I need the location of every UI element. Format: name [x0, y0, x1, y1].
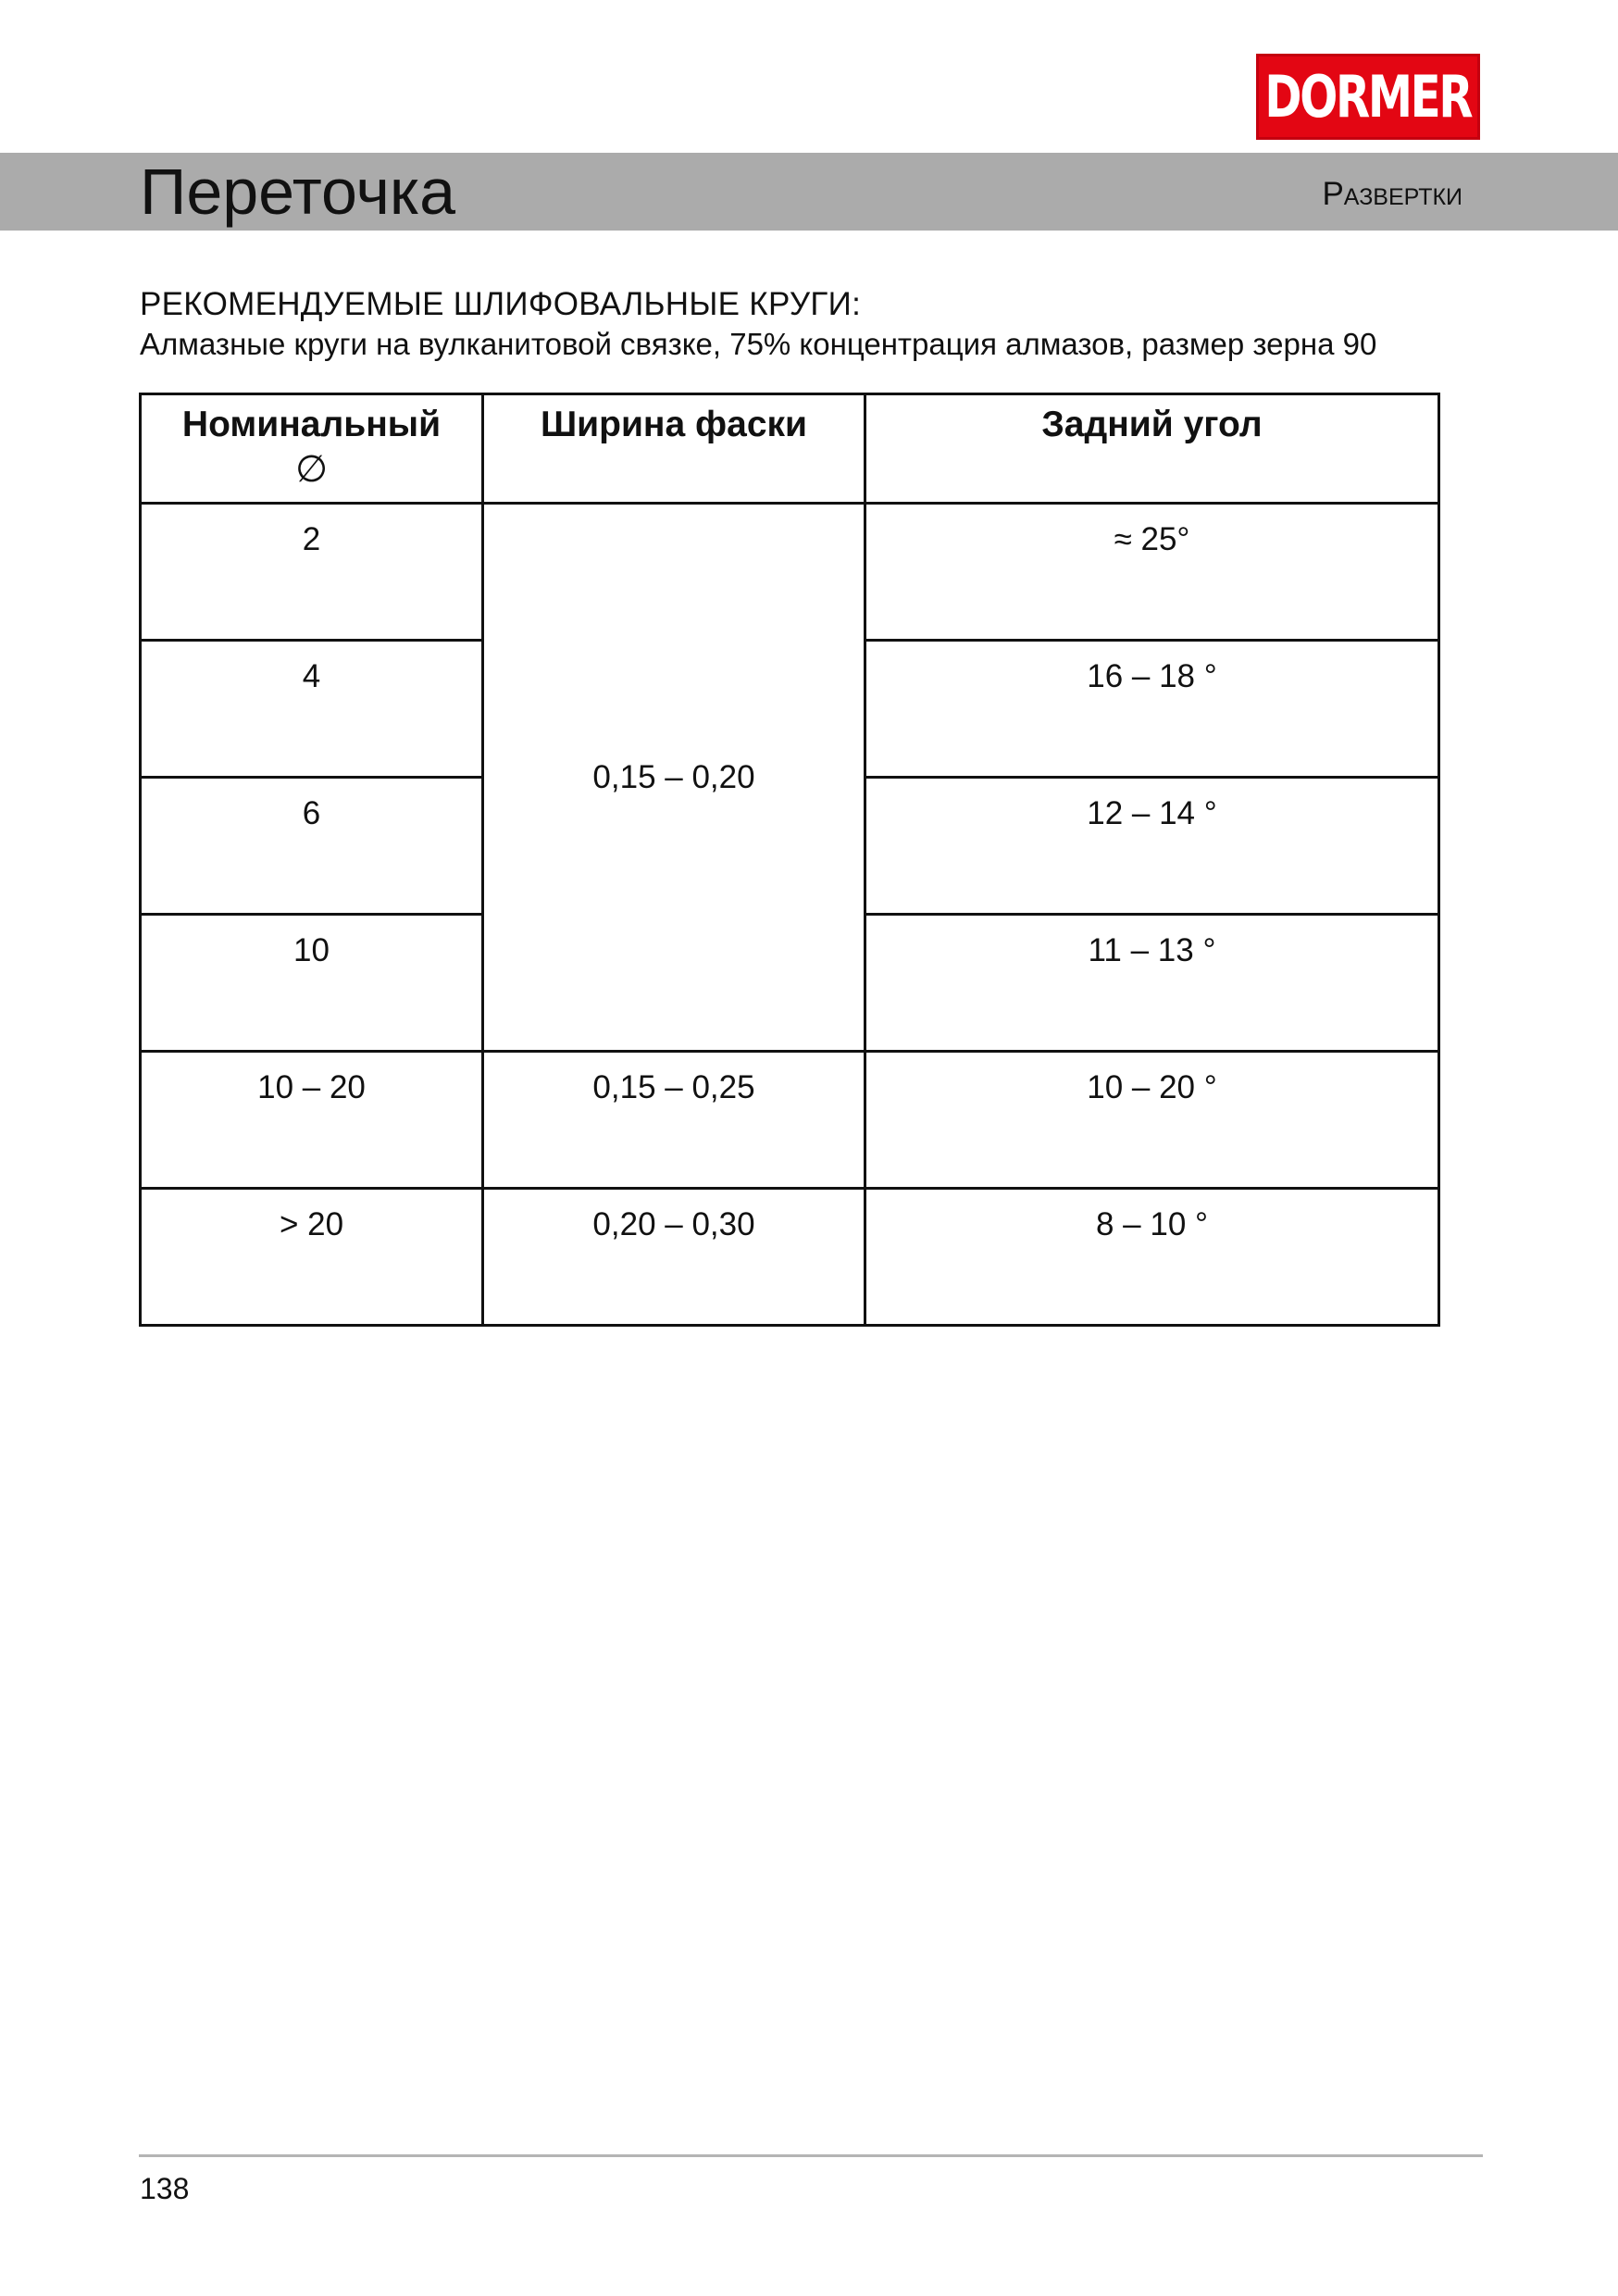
header-banner	[0, 153, 1618, 231]
cell-diameter: 2	[141, 504, 483, 641]
diameter-icon: ∅	[295, 449, 328, 490]
cell-diameter: 10	[141, 915, 483, 1052]
cell-angle: 16 – 18 °	[865, 641, 1439, 778]
header-angle: Задний угол	[865, 394, 1439, 504]
cell-diameter: > 20	[141, 1189, 483, 1326]
table-row	[141, 1189, 1439, 1326]
intro-heading: РЕКОМЕНДУЕМЫЕ ШЛИФОВАЛЬНЫЕ КРУГИ:	[140, 286, 862, 322]
table-header-row	[141, 394, 1439, 504]
header-diameter	[141, 394, 483, 504]
cell-diameter: 6	[141, 778, 483, 915]
cell-chamfer: 0,15 – 0,25	[483, 1052, 865, 1189]
dormer-logo	[1256, 54, 1480, 140]
cell-diameter: 4	[141, 641, 483, 778]
intro-description: Алмазные круги на вулканитовой связке, 75% концентрация алмазов, размер зерна 90	[140, 327, 1377, 361]
logo-text: DORMER	[1264, 63, 1472, 131]
grinding-spec-table	[139, 393, 1440, 1327]
header-chamfer: Ширина фаски	[483, 394, 865, 504]
header-diameter-label: Номинальный	[181, 405, 442, 444]
cell-angle: 12 – 14 °	[865, 778, 1439, 915]
page-title: Переточка	[140, 156, 456, 228]
cell-angle: 11 – 13 °	[865, 915, 1439, 1052]
intro-block	[140, 285, 1528, 364]
table-row	[141, 504, 1439, 641]
cell-angle: ≈ 25°	[865, 504, 1439, 641]
cell-angle: 8 – 10 °	[865, 1189, 1439, 1326]
cell-diameter: 10 – 20	[141, 1052, 483, 1189]
section-label: Развертки	[1322, 176, 1462, 212]
page-number: 138	[140, 2172, 190, 2205]
cell-chamfer: 0,15 – 0,20	[483, 504, 865, 1052]
cell-chamfer: 0,20 – 0,30	[483, 1189, 865, 1326]
cell-angle: 10 – 20 °	[865, 1052, 1439, 1189]
table-row	[141, 1052, 1439, 1189]
footer-divider	[139, 2154, 1483, 2157]
